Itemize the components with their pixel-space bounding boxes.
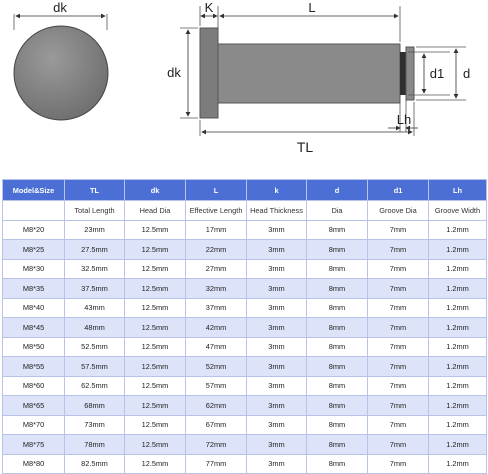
head-front-view bbox=[14, 0, 108, 120]
table-cell: 12.5mm bbox=[125, 220, 186, 240]
table-cell: 12.5mm bbox=[125, 318, 186, 338]
table-cell: 3mm bbox=[247, 415, 307, 435]
table-cell: 7mm bbox=[368, 298, 429, 318]
table-cell: 1.2mm bbox=[429, 396, 487, 416]
table-cell: 12.5mm bbox=[125, 454, 186, 474]
table-cell: 1.2mm bbox=[429, 298, 487, 318]
table-cell: 7mm bbox=[368, 435, 429, 455]
table-cell: 1.2mm bbox=[429, 220, 487, 240]
column-subheader: Effective Length bbox=[186, 201, 247, 221]
table-row bbox=[3, 376, 487, 396]
table-cell: 23mm bbox=[65, 220, 125, 240]
model-size-cell: M8*55 bbox=[3, 357, 65, 377]
table-cell: 27mm bbox=[186, 259, 247, 279]
table-cell: 57mm bbox=[186, 376, 247, 396]
table-row bbox=[3, 220, 487, 240]
table-row bbox=[3, 298, 487, 318]
table-cell: 3mm bbox=[247, 337, 307, 357]
stud-dimension-diagram bbox=[0, 0, 488, 175]
column-header: d1 bbox=[368, 180, 429, 201]
table-row bbox=[3, 279, 487, 299]
table-cell: 7mm bbox=[368, 357, 429, 377]
table-cell: 8mm bbox=[307, 298, 368, 318]
table-cell: 27.5mm bbox=[65, 240, 125, 260]
d-label: d bbox=[463, 66, 471, 81]
stud-groove bbox=[400, 52, 406, 95]
table-row bbox=[3, 454, 487, 474]
table-cell: 73mm bbox=[65, 415, 125, 435]
table-cell: 1.2mm bbox=[429, 435, 487, 455]
spec-table bbox=[2, 179, 487, 474]
table-cell: 42mm bbox=[186, 318, 247, 338]
table-row bbox=[3, 318, 487, 338]
model-size-cell: M8*40 bbox=[3, 298, 65, 318]
table-cell: 68mm bbox=[65, 396, 125, 416]
model-size-cell: M8*60 bbox=[3, 376, 65, 396]
table-cell: 7mm bbox=[368, 259, 429, 279]
column-subheader: Dia bbox=[307, 201, 368, 221]
table-cell: 1.2mm bbox=[429, 259, 487, 279]
stud-head bbox=[200, 28, 218, 118]
table-cell: 3mm bbox=[247, 396, 307, 416]
table-cell: 12.5mm bbox=[125, 376, 186, 396]
table-cell: 12.5mm bbox=[125, 357, 186, 377]
column-header: L bbox=[186, 180, 247, 201]
column-subheader: Head Dia bbox=[125, 201, 186, 221]
table-cell: 8mm bbox=[307, 415, 368, 435]
table-row bbox=[3, 396, 487, 416]
table-row bbox=[3, 337, 487, 357]
table-cell: 7mm bbox=[368, 240, 429, 260]
table-cell: 1.2mm bbox=[429, 318, 487, 338]
table-cell: 3mm bbox=[247, 279, 307, 299]
table-cell: 3mm bbox=[247, 220, 307, 240]
table-cell: 22mm bbox=[186, 240, 247, 260]
table-cell: 1.2mm bbox=[429, 415, 487, 435]
table-cell: 62.5mm bbox=[65, 376, 125, 396]
model-size-cell: M8*70 bbox=[3, 415, 65, 435]
table-body bbox=[3, 201, 487, 474]
column-subheader: Groove Dia bbox=[368, 201, 429, 221]
table-cell: 7mm bbox=[368, 337, 429, 357]
table-cell: 8mm bbox=[307, 376, 368, 396]
table-cell: 77mm bbox=[186, 454, 247, 474]
table-cell: 48mm bbox=[65, 318, 125, 338]
column-header: d bbox=[307, 180, 368, 201]
dk-top-label: dk bbox=[53, 0, 67, 15]
table-cell: 32mm bbox=[186, 279, 247, 299]
stud-tip bbox=[406, 47, 414, 100]
table-cell: 32.5mm bbox=[65, 259, 125, 279]
model-size-cell: M8*30 bbox=[3, 259, 65, 279]
table-cell: 82.5mm bbox=[65, 454, 125, 474]
table-cell: 52.5mm bbox=[65, 337, 125, 357]
table-cell: 8mm bbox=[307, 318, 368, 338]
model-size-cell: M8*80 bbox=[3, 454, 65, 474]
column-subheader: Groove Width bbox=[429, 201, 487, 221]
table-cell: 1.2mm bbox=[429, 454, 487, 474]
table-row bbox=[3, 357, 487, 377]
table-cell: 7mm bbox=[368, 454, 429, 474]
table-cell: 3mm bbox=[247, 357, 307, 377]
table-row bbox=[3, 240, 487, 260]
table-header-row bbox=[3, 180, 487, 201]
table-cell: 12.5mm bbox=[125, 415, 186, 435]
table-cell: 8mm bbox=[307, 337, 368, 357]
table-cell: 72mm bbox=[186, 435, 247, 455]
dk-side-label: dk bbox=[167, 65, 181, 80]
table-cell: 12.5mm bbox=[125, 396, 186, 416]
table-cell: 78mm bbox=[65, 435, 125, 455]
model-size-cell: M8*65 bbox=[3, 396, 65, 416]
table-cell: 1.2mm bbox=[429, 357, 487, 377]
model-size-cell: M8*75 bbox=[3, 435, 65, 455]
table-cell: 3mm bbox=[247, 454, 307, 474]
table-cell: 12.5mm bbox=[125, 298, 186, 318]
table-cell: 8mm bbox=[307, 259, 368, 279]
model-size-cell: M8*20 bbox=[3, 220, 65, 240]
column-subheader: Total Length bbox=[65, 201, 125, 221]
table-cell: 1.2mm bbox=[429, 376, 487, 396]
table-cell: 7mm bbox=[368, 318, 429, 338]
table-cell: 7mm bbox=[368, 396, 429, 416]
column-header: Model&Size bbox=[3, 180, 65, 201]
table-cell: 1.2mm bbox=[429, 240, 487, 260]
table-cell: 12.5mm bbox=[125, 259, 186, 279]
table-cell: 3mm bbox=[247, 240, 307, 260]
column-subheader bbox=[3, 201, 65, 221]
column-subheader: Head Thickness bbox=[247, 201, 307, 221]
table-cell: 8mm bbox=[307, 396, 368, 416]
model-size-cell: M8*45 bbox=[3, 318, 65, 338]
table-row bbox=[3, 435, 487, 455]
table-cell: 7mm bbox=[368, 279, 429, 299]
column-header: dk bbox=[125, 180, 186, 201]
table-cell: 3mm bbox=[247, 376, 307, 396]
model-size-cell: M8*35 bbox=[3, 279, 65, 299]
table-cell: 7mm bbox=[368, 415, 429, 435]
table-cell: 1.2mm bbox=[429, 279, 487, 299]
table-cell: 12.5mm bbox=[125, 337, 186, 357]
column-header: TL bbox=[65, 180, 125, 201]
table-cell: 52mm bbox=[186, 357, 247, 377]
table-cell: 62mm bbox=[186, 396, 247, 416]
table-cell: 12.5mm bbox=[125, 240, 186, 260]
table-cell: 3mm bbox=[247, 318, 307, 338]
table-cell: 47mm bbox=[186, 337, 247, 357]
column-header: Lh bbox=[429, 180, 487, 201]
table-cell: 3mm bbox=[247, 259, 307, 279]
table-cell: 8mm bbox=[307, 357, 368, 377]
tl-label: TL bbox=[296, 139, 314, 155]
stud-side-view bbox=[167, 0, 470, 155]
table-cell: 12.5mm bbox=[125, 435, 186, 455]
table-row bbox=[3, 415, 487, 435]
l-label: L bbox=[308, 0, 316, 15]
model-size-cell: M8*50 bbox=[3, 337, 65, 357]
table-cell: 12.5mm bbox=[125, 279, 186, 299]
table-row bbox=[3, 259, 487, 279]
table-cell: 7mm bbox=[368, 220, 429, 240]
table-cell: 8mm bbox=[307, 279, 368, 299]
table-cell: 7mm bbox=[368, 376, 429, 396]
table-cell: 43mm bbox=[65, 298, 125, 318]
table-cell: 3mm bbox=[247, 298, 307, 318]
table-cell: 8mm bbox=[307, 220, 368, 240]
table-cell: 8mm bbox=[307, 435, 368, 455]
table-cell: 1.2mm bbox=[429, 337, 487, 357]
d1-label: d1 bbox=[429, 66, 445, 81]
table-cell: 17mm bbox=[186, 220, 247, 240]
table-subheader-row bbox=[3, 201, 487, 221]
model-size-cell: M8*25 bbox=[3, 240, 65, 260]
table-cell: 67mm bbox=[186, 415, 247, 435]
table-cell: 37mm bbox=[186, 298, 247, 318]
stud-shank bbox=[218, 44, 400, 103]
table-cell: 8mm bbox=[307, 454, 368, 474]
table-cell: 3mm bbox=[247, 435, 307, 455]
table-cell: 57.5mm bbox=[65, 357, 125, 377]
table-cell: 37.5mm bbox=[65, 279, 125, 299]
column-header: k bbox=[247, 180, 307, 201]
k-label: K bbox=[204, 0, 214, 15]
head-circle bbox=[14, 26, 108, 120]
table-cell: 8mm bbox=[307, 240, 368, 260]
lh-label: Lh bbox=[396, 112, 412, 127]
